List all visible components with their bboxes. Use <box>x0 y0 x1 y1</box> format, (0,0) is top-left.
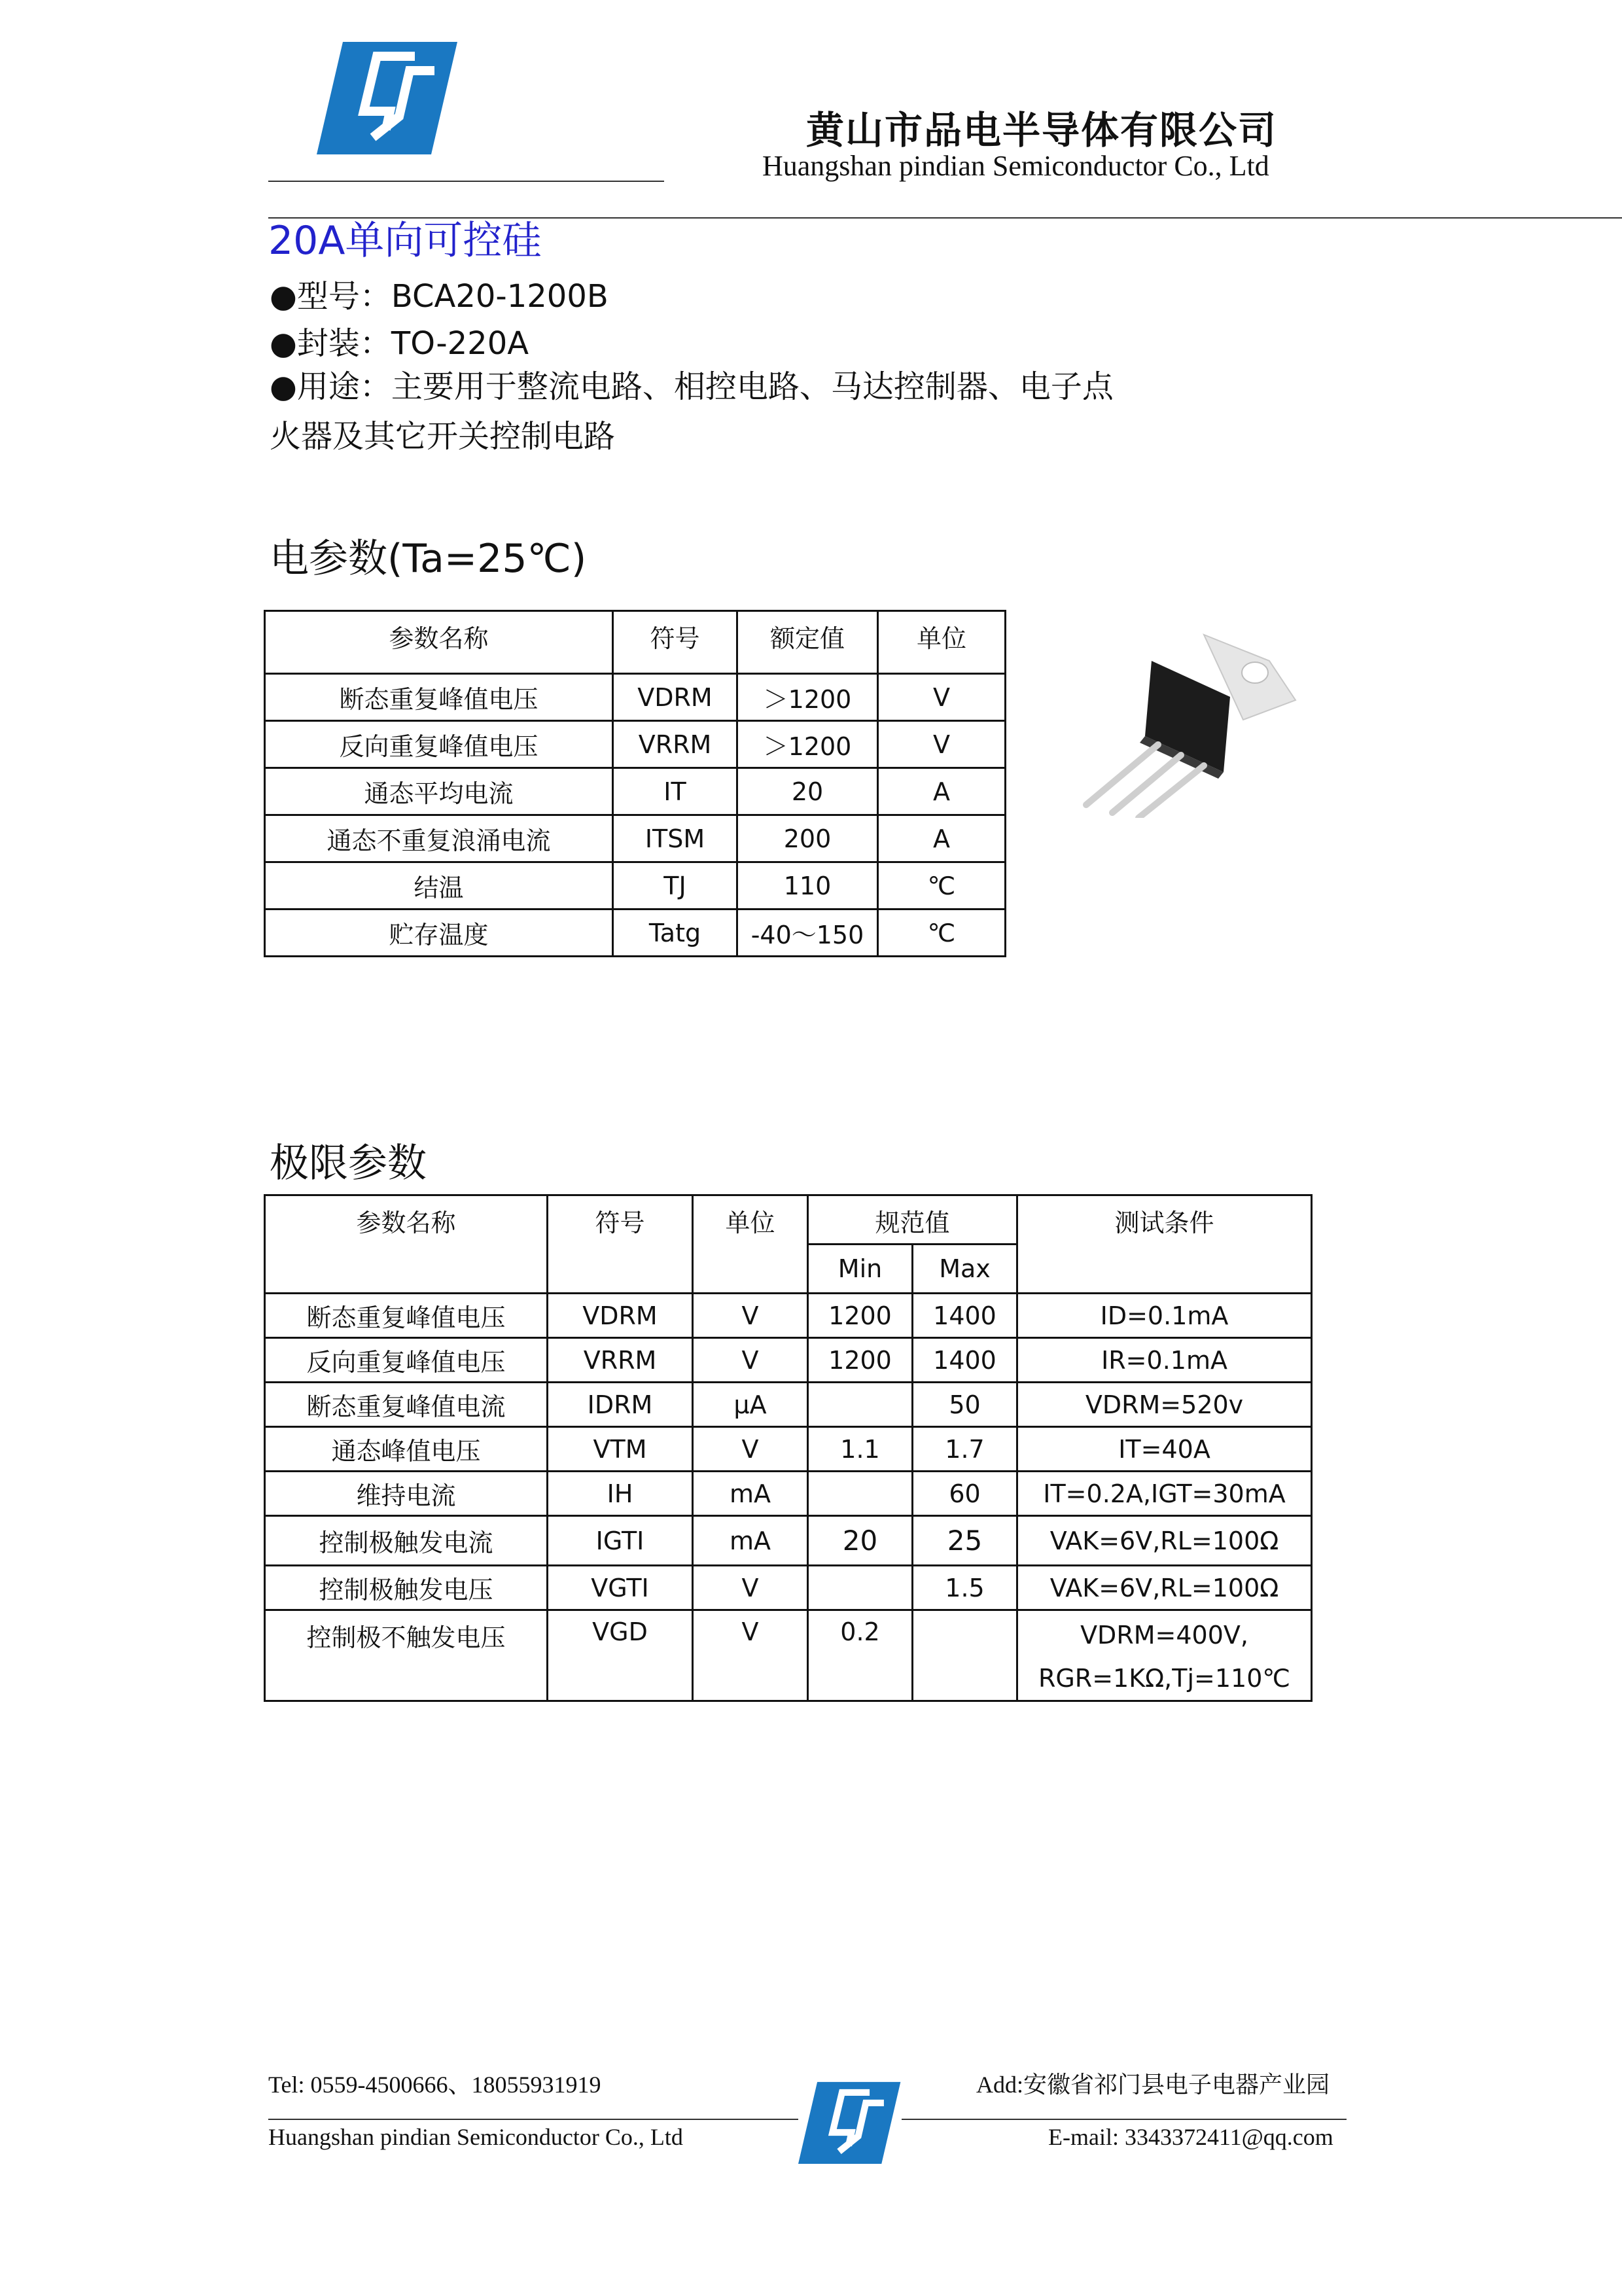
param-name: 贮存温度 <box>265 910 613 957</box>
footer-tel: Tel: 0559-4500666、18055931919 <box>268 2072 601 2098</box>
param-name: 通态不重复浪涌电流 <box>265 815 613 862</box>
param-symbol: TJ <box>613 862 737 910</box>
condition-line: RGR=1KΩ,Tj=110℃ <box>1038 1664 1291 1693</box>
header-cell: 参数名称 <box>265 611 613 674</box>
param-symbol: VRRM <box>548 1338 693 1383</box>
param-symbol: IH <box>548 1472 693 1516</box>
param-unit: ℃ <box>878 862 1006 910</box>
company-name-cn: 黄山市品电半导体有限公司 <box>806 108 1278 152</box>
to220-package-image <box>1073 622 1309 818</box>
param-symbol: IDRM <box>548 1383 693 1427</box>
param-min <box>808 1383 913 1427</box>
param-condition: VDRM=520v <box>1017 1383 1312 1427</box>
table-row <box>265 862 1006 910</box>
param-symbol: IGTI <box>548 1516 693 1566</box>
param-unit: A <box>878 815 1006 862</box>
product-usage-line1: ●用途：主要用于整流电路、相控电路、马达控制器、电子点 <box>270 368 1114 405</box>
param-value: 110 <box>737 862 878 910</box>
param-min: 20 <box>808 1516 913 1566</box>
table-row <box>265 721 1006 768</box>
footer-email: E-mail: 3343372411@qq.com <box>1048 2124 1333 2150</box>
table-row <box>265 1427 1312 1472</box>
table-row <box>265 674 1006 721</box>
subheader-min: Min <box>808 1245 913 1294</box>
param-symbol: VGTI <box>548 1566 693 1610</box>
param-max <box>913 1610 1017 1701</box>
table-row <box>265 1383 1312 1427</box>
header-cell: 参数名称 <box>265 1195 548 1294</box>
param-symbol: VDRM <box>548 1294 693 1338</box>
param-name: 维持电流 <box>265 1472 548 1516</box>
table-row <box>265 1338 1312 1383</box>
footer-right-rule <box>902 2119 1347 2120</box>
limits-table <box>264 1194 1313 1702</box>
param-max: 60 <box>913 1472 1017 1516</box>
param-unit: mA <box>693 1516 808 1566</box>
param-unit: ℃ <box>878 910 1006 957</box>
param-value: ＞1200 <box>737 674 878 721</box>
param-min: 1200 <box>808 1338 913 1383</box>
param-max: 1400 <box>913 1294 1017 1338</box>
param-unit: μA <box>693 1383 808 1427</box>
param-condition: VAK=6V,RL=100Ω <box>1017 1566 1312 1610</box>
limits-section-title: 极限参数 <box>270 1140 427 1186</box>
param-unit: A <box>878 768 1006 815</box>
param-unit: mA <box>693 1472 808 1516</box>
param-condition <box>1017 1610 1312 1701</box>
param-min: 0.2 <box>808 1610 913 1701</box>
table-row <box>265 1516 1312 1566</box>
footer-company-en: Huangshan pindian Semiconductor Co., Ltd <box>268 2124 683 2150</box>
product-package: ●封装：TO-220A <box>270 325 529 362</box>
param-max: 50 <box>913 1383 1017 1427</box>
param-max: 1.7 <box>913 1427 1017 1472</box>
param-max: 1400 <box>913 1338 1017 1383</box>
param-symbol: IT <box>613 768 737 815</box>
table-row <box>265 1610 1312 1701</box>
param-value: ＞1200 <box>737 721 878 768</box>
table-row <box>265 815 1006 862</box>
param-name: 通态峰值电压 <box>265 1427 548 1472</box>
header-cell: 符号 <box>613 611 737 674</box>
param-name: 断态重复峰值电流 <box>265 1383 548 1427</box>
param-symbol: VTM <box>548 1427 693 1472</box>
table-row <box>265 1566 1312 1610</box>
param-name: 反向重复峰值电压 <box>265 1338 548 1383</box>
param-min <box>808 1472 913 1516</box>
param-name: 控制极触发电流 <box>265 1516 548 1566</box>
param-name: 通态平均电流 <box>265 768 613 815</box>
param-name: 结温 <box>265 862 613 910</box>
param-condition: IR=0.1mA <box>1017 1338 1312 1383</box>
param-unit: V <box>878 721 1006 768</box>
param-min: 1200 <box>808 1294 913 1338</box>
header-cell: 单位 <box>878 611 1006 674</box>
param-symbol: VDRM <box>613 674 737 721</box>
footer-logo <box>798 2079 903 2164</box>
table-row <box>265 910 1006 957</box>
param-unit: V <box>878 674 1006 721</box>
param-symbol: Tatg <box>613 910 737 957</box>
param-value: 200 <box>737 815 878 862</box>
header-cell: 单位 <box>693 1195 808 1294</box>
table-row <box>265 1472 1312 1516</box>
table-header-row <box>265 1195 1312 1245</box>
header-cell: 测试条件 <box>1017 1195 1312 1294</box>
subheader-max: Max <box>913 1245 1017 1294</box>
param-min: 1.1 <box>808 1427 913 1472</box>
header-cell: 额定值 <box>737 611 878 674</box>
company-logo <box>317 39 461 154</box>
header-left-rule <box>268 181 664 182</box>
param-unit: V <box>693 1427 808 1472</box>
footer-address: Add:安徽省祁门县电子电器产业园 <box>976 2072 1330 2098</box>
param-unit: V <box>693 1610 808 1701</box>
product-title: 20A单向可控硅 <box>268 218 542 264</box>
company-name-en: Huangshan pindian Semiconductor Co., Ltd <box>762 150 1269 182</box>
electrical-table <box>264 610 1006 957</box>
param-value: 20 <box>737 768 878 815</box>
param-unit: V <box>693 1294 808 1338</box>
param-symbol: VRRM <box>613 721 737 768</box>
param-symbol: VGD <box>548 1610 693 1701</box>
table-row <box>265 1294 1312 1338</box>
header-cell: 符号 <box>548 1195 693 1294</box>
product-usage-line2: 火器及其它开关控制电路 <box>270 418 616 455</box>
param-name: 控制极不触发电压 <box>265 1610 548 1701</box>
electrical-section-title: 电参数(Ta=25℃) <box>270 536 587 582</box>
param-unit: V <box>693 1566 808 1610</box>
param-name: 断态重复峰值电压 <box>265 1294 548 1338</box>
param-condition: IT=0.2A,IGT=30mA <box>1017 1472 1312 1516</box>
param-condition: VAK=6V,RL=100Ω <box>1017 1516 1312 1566</box>
param-max: 1.5 <box>913 1566 1017 1610</box>
product-model: ●型号：BCA20-1200B <box>270 278 608 315</box>
param-name: 断态重复峰值电压 <box>265 674 613 721</box>
param-value: -40～150 <box>737 910 878 957</box>
param-max: 25 <box>913 1516 1017 1566</box>
condition-line: VDRM=400V, <box>1080 1621 1248 1650</box>
param-unit: V <box>693 1338 808 1383</box>
param-name: 控制极触发电压 <box>265 1566 548 1610</box>
table-header-row <box>265 611 1006 674</box>
table-row <box>265 768 1006 815</box>
param-condition: IT=40A <box>1017 1427 1312 1472</box>
param-condition: ID=0.1mA <box>1017 1294 1312 1338</box>
footer-left-rule <box>268 2119 798 2120</box>
param-min <box>808 1566 913 1610</box>
header-cell: 规范值 <box>808 1195 1017 1245</box>
param-symbol: ITSM <box>613 815 737 862</box>
param-name: 反向重复峰值电压 <box>265 721 613 768</box>
